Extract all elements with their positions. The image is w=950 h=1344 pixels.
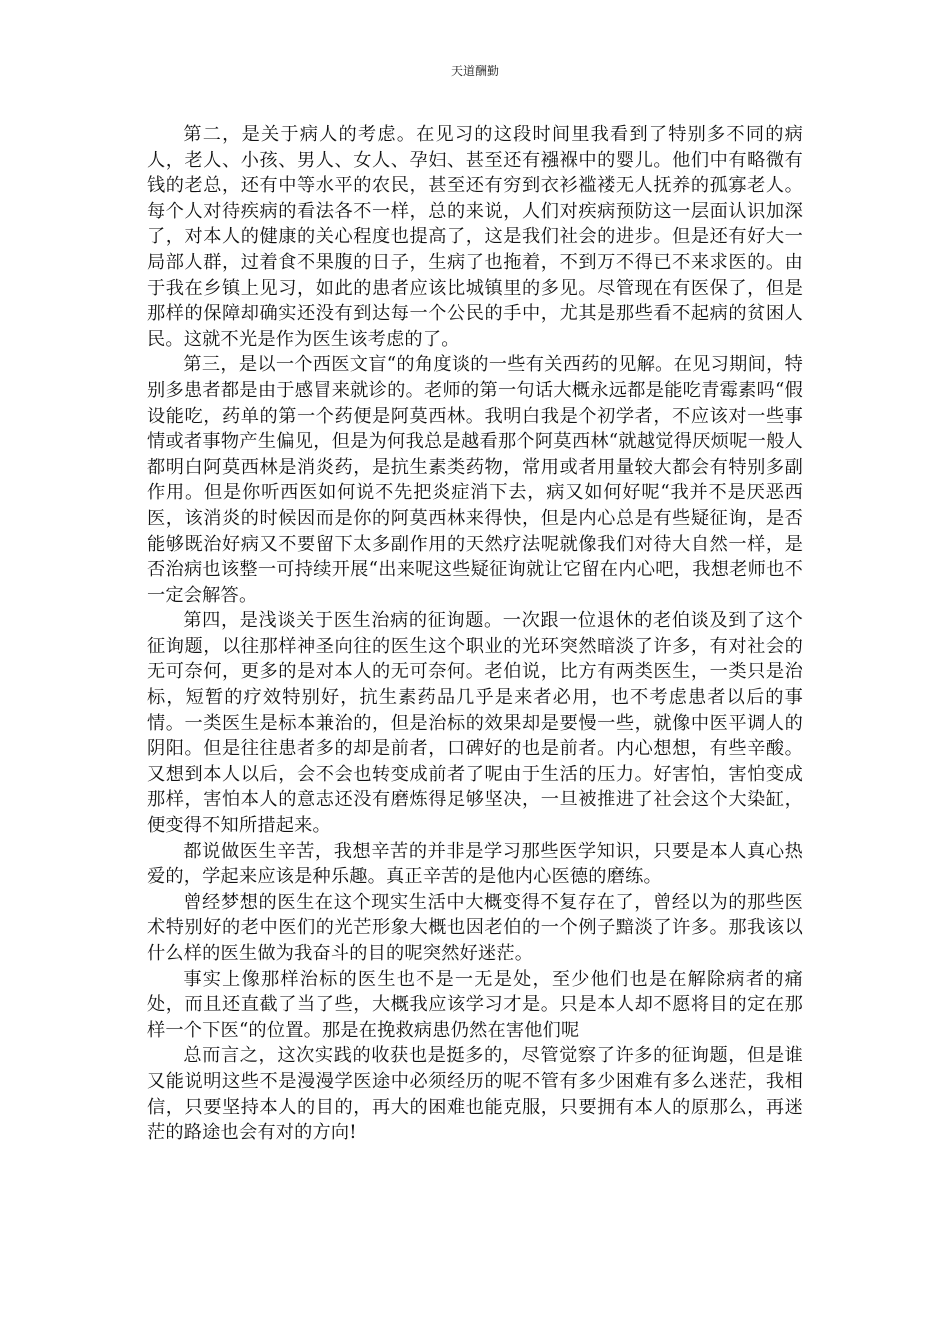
paragraph-fourth-point: 第四，是浅谈关于医生治病的征询题。一次跟一位退休的老伯谈及到了这个征询题，以往那样神圣向往的医生这个职业的光环突然暗淡了许多，有对社会的无可奈何，更多的是对本人的无可奈何。老伯说，比方有两类医生，一类只是治标，短暂的疗效特别好，抗生素药品几乎是来者必用，也不考虑患者以后的事情。一类医生是标本兼治的，但是治标的效果却是要慢一些，就像中医平调人的阴阳。但是往往患者多的却是前者，口碑好的也是前者。内心想想，有些辛酸。又想到本人以后，会不会也转变成前者了呢由于生活的压力。好害怕，害怕变成那样，害怕本人的意志还没有磨炼得足够坚决，一旦被推进了社会这个大染缸，便变得不知所措起来。	[147, 610, 803, 837]
paragraph-former-dream: 曾经梦想的医生在这个现实生活中大概变得不复存在了，曾经以为的那些医术特别好的老中医们的光芒形象大概也因老伯的一个例子黯淡了许多。那我该以什么样的医生做为我奋斗的目的呢突然好迷茫。	[147, 891, 803, 964]
document-body	[147, 122, 803, 1146]
paragraph-doctor-hardship: 都说做医生辛苦，我想辛苦的并非是学习那些医学知识，只要是本人真心热爱的，学起来应该是种乐趣。真正辛苦的是他内心医德的磨练。	[147, 840, 803, 888]
page-header: 天道酬勤	[450, 64, 499, 78]
paragraph-symptom-treatment: 事实上像那样治标的医生也不是一无是处，至少他们也是在解除病者的痛处，而且还直截了当了些，大概我应该学习才是。只是本人却不愿将目的定在那样一个下医“的位置。那是在挽救病患仍然在害他们呢	[147, 968, 803, 1041]
paragraph-third-point: 第三，是以一个西医文盲“的角度谈的一些有关西药的见解。在见习期间，特别多患者都是由于感冒来就诊的。老师的第一句话大概永远都是能吃青霉素吗“假设能吃，药单的第一个药便是阿莫西林。我明白我是个初学者，不应该对一些事情或者事物产生偏见，但是为何我总是越看那个阿莫西林“就越觉得厌烦呢一般人都明白阿莫西林是消炎药，是抗生素类药物，常用或者用量较大都会有特别多副作用。但是你听西医如何说不先把炎症消下去，病又如何好呢“我并不是厌恶西医，该消炎的时候因而是你的阿莫西林来得快，但是内心总是有些疑征询，是否能够既治好病又不要留下太多副作用的天然疗法呢就像我们对待大自然一样，是否治病也该整一可持续开展“出来呢这些疑征询就让它留在内心吧，我想老师也不一定会解答。	[147, 354, 803, 606]
paragraph-second-point: 第二，是关于病人的考虑。在见习的这段时间里我看到了特别多不同的病人，老人、小孩、男人、女人、孕妇、甚至还有襁褓中的婴儿。他们中有略微有钱的老总，还有中等水平的农民，甚至还有穷到衣衫褴褛无人抚养的孤寡老人。每个人对待疾病的看法各不一样，总的来说，人们对疾病预防这一层面认识加深了，对本人的健康的关心程度也提高了，这是我们社会的进步。但是还有好大一局部人群，过着食不果腹的日子，生病了也拖着，不到万不得已不来求医的。由于我在乡镇上见习，如此的患者应该比城镇里的多见。尽管现在有医保了，但是那样的保障却确实还没有到达每一个公民的手中，尤其是那些看不起病的贫困人民。这就不光是作为医生该考虑的了。	[147, 124, 803, 350]
paragraph-conclusion: 总而言之，这次实践的收获也是挺多的，尽管觉察了许多的征询题，但是谁又能说明这些不是漫漫学医途中必须经历的呢不管有多少困难有多么迷茫，我相信，只要坚持本人的目的，再大的困难也能克服，只要拥有本人的原那么，再迷茫的路途也会有对的方向!	[147, 1045, 803, 1144]
